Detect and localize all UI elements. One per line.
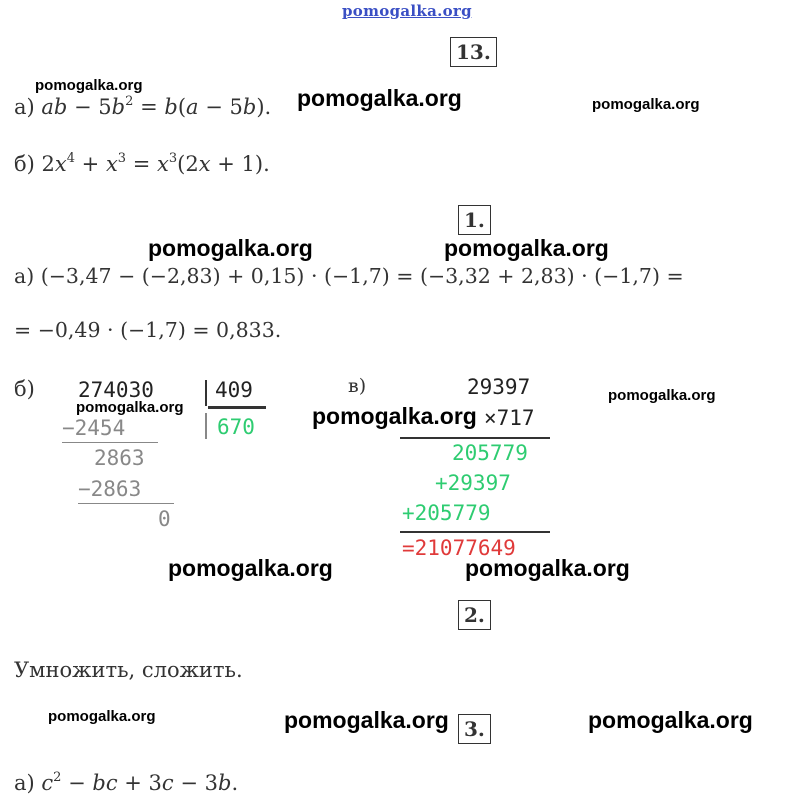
- task-1-number: 1.: [458, 205, 491, 235]
- task-1-label-v: в): [348, 375, 367, 397]
- watermark: pomogalka.org: [592, 96, 700, 113]
- division-dividend: 274030: [78, 378, 154, 402]
- watermark: pomogalka.org: [284, 707, 449, 733]
- watermark: pomogalka.org: [465, 555, 630, 581]
- division-step-1: −2454: [62, 416, 126, 440]
- multiplication-line-2: [400, 531, 550, 533]
- task-3-line-a: а) $c^2$ − bc + 3c − 3b.: [14, 770, 239, 795]
- division-divisor: 409: [215, 378, 253, 402]
- division-remainder: 0: [158, 507, 171, 531]
- watermark-top[interactable]: pomogalka.org: [342, 2, 472, 20]
- task-1-line-a2: = −0,49 · (−1,7) = 0,833.: [14, 318, 282, 342]
- watermark: pomogalka.org: [444, 235, 609, 261]
- multiplication-result: =21077649: [402, 536, 516, 560]
- multiplication-multiplicand: 29397: [467, 375, 531, 399]
- task-2-number: 2.: [458, 600, 491, 630]
- task-13-line-a: а) ab − $5b^2 = b(a - 5b)$.: [14, 94, 272, 119]
- task-2-text: Умножить, сложить.: [14, 658, 243, 682]
- division-step-3: −2863: [78, 477, 142, 501]
- division-vertical-bar-bottom: [205, 413, 207, 439]
- watermark: pomogalka.org: [35, 77, 143, 94]
- division-vertical-bar-top: [205, 380, 207, 406]
- division-quotient: 670: [217, 415, 255, 439]
- watermark: pomogalka.org: [48, 708, 156, 725]
- task-13-line-b: б) $2x^4 + x^3 = x^3(2x + 1)$.: [14, 151, 270, 176]
- watermark: pomogalka.org: [588, 707, 753, 733]
- watermark: pomogalka.org: [608, 387, 716, 404]
- multiplication-partial-2: +29397: [435, 471, 511, 495]
- task-13-number: 13.: [450, 37, 497, 67]
- multiplication-line-1: [400, 437, 550, 439]
- multiplication-multiplier: ×717: [484, 406, 535, 430]
- division-divisor-underline: [208, 406, 266, 409]
- task-1-line-a1: а) (−3,47 − (−2,83) + 0,15) · (−1,7) = (−3,32 + 2,83) · (−1,7) =: [14, 264, 684, 288]
- watermark: pomogalka.org: [148, 235, 313, 261]
- multiplication-partial-1: 205779: [452, 441, 528, 465]
- division-step-2: 2863: [94, 446, 145, 470]
- watermark: pomogalka.org: [312, 403, 477, 429]
- watermark: pomogalka.org: [168, 555, 333, 581]
- watermark: pomogalka.org: [297, 85, 462, 111]
- task-1-label-b: б): [14, 377, 35, 401]
- watermark: pomogalka.org: [76, 399, 184, 416]
- task-3-number: 3.: [458, 714, 491, 744]
- multiplication-partial-3: +205779: [402, 501, 491, 525]
- division-line-2: [78, 503, 174, 504]
- division-line-1: [62, 442, 158, 443]
